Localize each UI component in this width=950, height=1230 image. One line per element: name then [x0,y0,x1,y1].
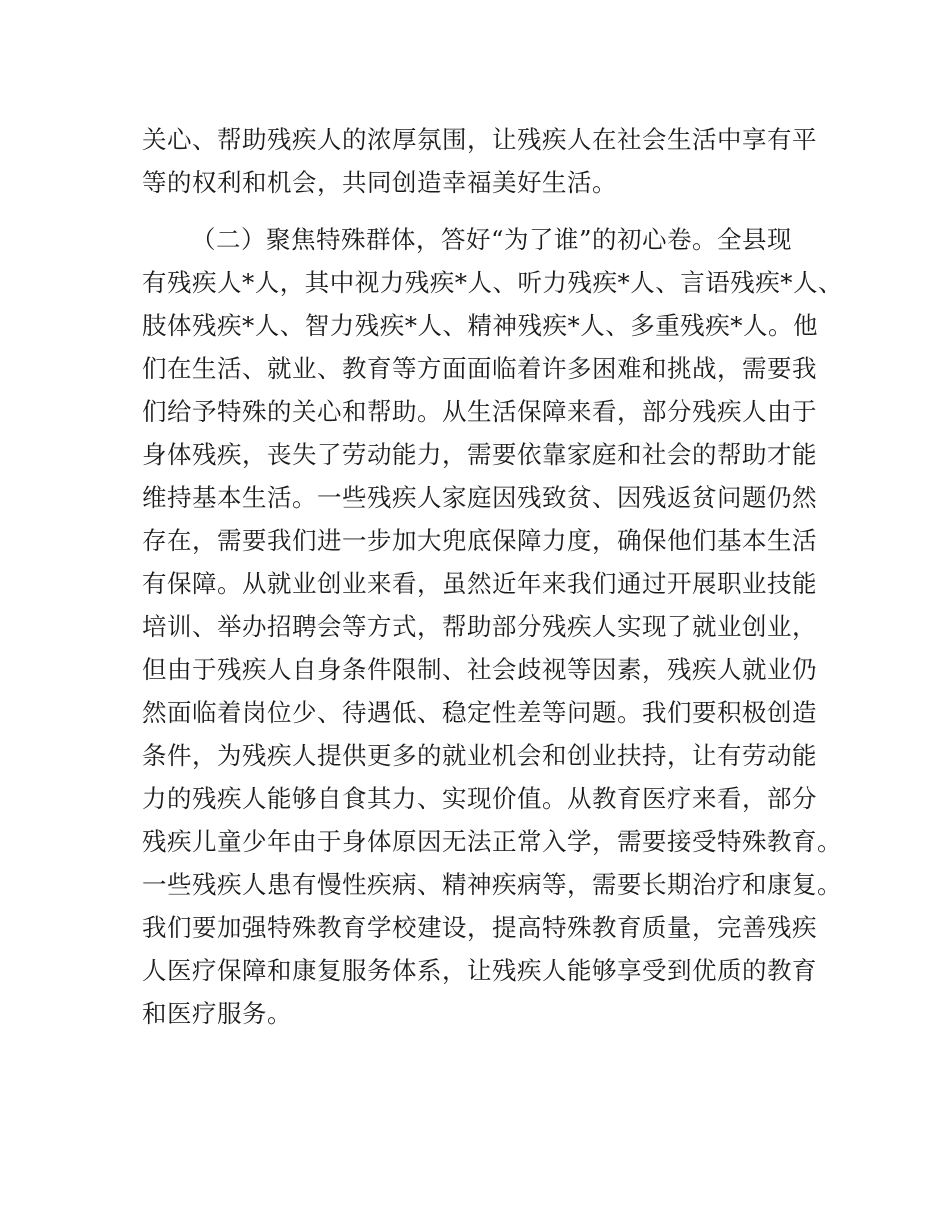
document-body [142,118,843,1035]
text-line: 肢体残疾*人、智力残疾*人、精神残疾*人、多重残疾*人。他 [142,311,818,340]
text-line-indented: （二）聚焦特殊群体，答好“为了谁”的初心卷。全县现 [191,225,793,254]
text-line: 有残疾人*人，其中视力残疾*人、听力残疾*人、言语残疾*人、 [142,268,843,297]
text-line: 维持基本生活。一些残疾人家庭因残致贫、因残返贫问题仍然 [142,483,817,512]
text-line: 们在生活、就业、教育等方面面临着许多困难和挑战，需要我 [142,354,817,383]
text-line: 存在，需要我们进一步加大兜底保障力度，确保他们基本生活 [142,526,817,555]
text-line: 条件，为残疾人提供更多的就业机会和创业扶持，让有劳动能 [142,741,817,770]
text-line: 有保障。从就业创业来看，虽然近年来我们通过开展职业技能 [142,569,817,598]
text-line: 们给予特殊的关心和帮助。从生活保障来看，部分残疾人由于 [142,397,817,426]
text-line: 力的残疾人能够自食其力、实现价值。从教育医疗来看，部分 [142,784,817,813]
text-line: 和医疗服务。 [142,999,292,1028]
text-line: 身体残疾，丧失了劳动能力，需要依靠家庭和社会的帮助才能 [142,440,817,469]
text-line: 关心、帮助残疾人的浓厚氛围，让残疾人在社会生活中享有平 [142,125,817,154]
text-line: 等的权利和机会，共同创造幸福美好生活。 [142,168,617,197]
paragraph-2 [142,218,843,1035]
text-line: 残疾儿童少年由于身体原因无法正常入学，需要接受特殊教育。 [142,827,842,856]
text-line: 但由于残疾人自身条件限制、社会歧视等因素，残疾人就业仍 [142,655,817,684]
text-line: 我们要加强特殊教育学校建设，提高特殊教育质量，完善残疾 [142,913,817,942]
text-line: 人医疗保障和康复服务体系，让残疾人能够享受到优质的教育 [142,956,817,985]
text-line: 然面临着岗位少、待遇低、稳定性差等问题。我们要积极创造 [142,698,817,727]
text-line: 一些残疾人患有慢性疾病、精神疾病等，需要长期治疗和康复。 [142,870,842,899]
paragraph-1 [142,118,832,204]
text-line: 培训、举办招聘会等方式，帮助部分残疾人实现了就业创业， [142,612,817,641]
